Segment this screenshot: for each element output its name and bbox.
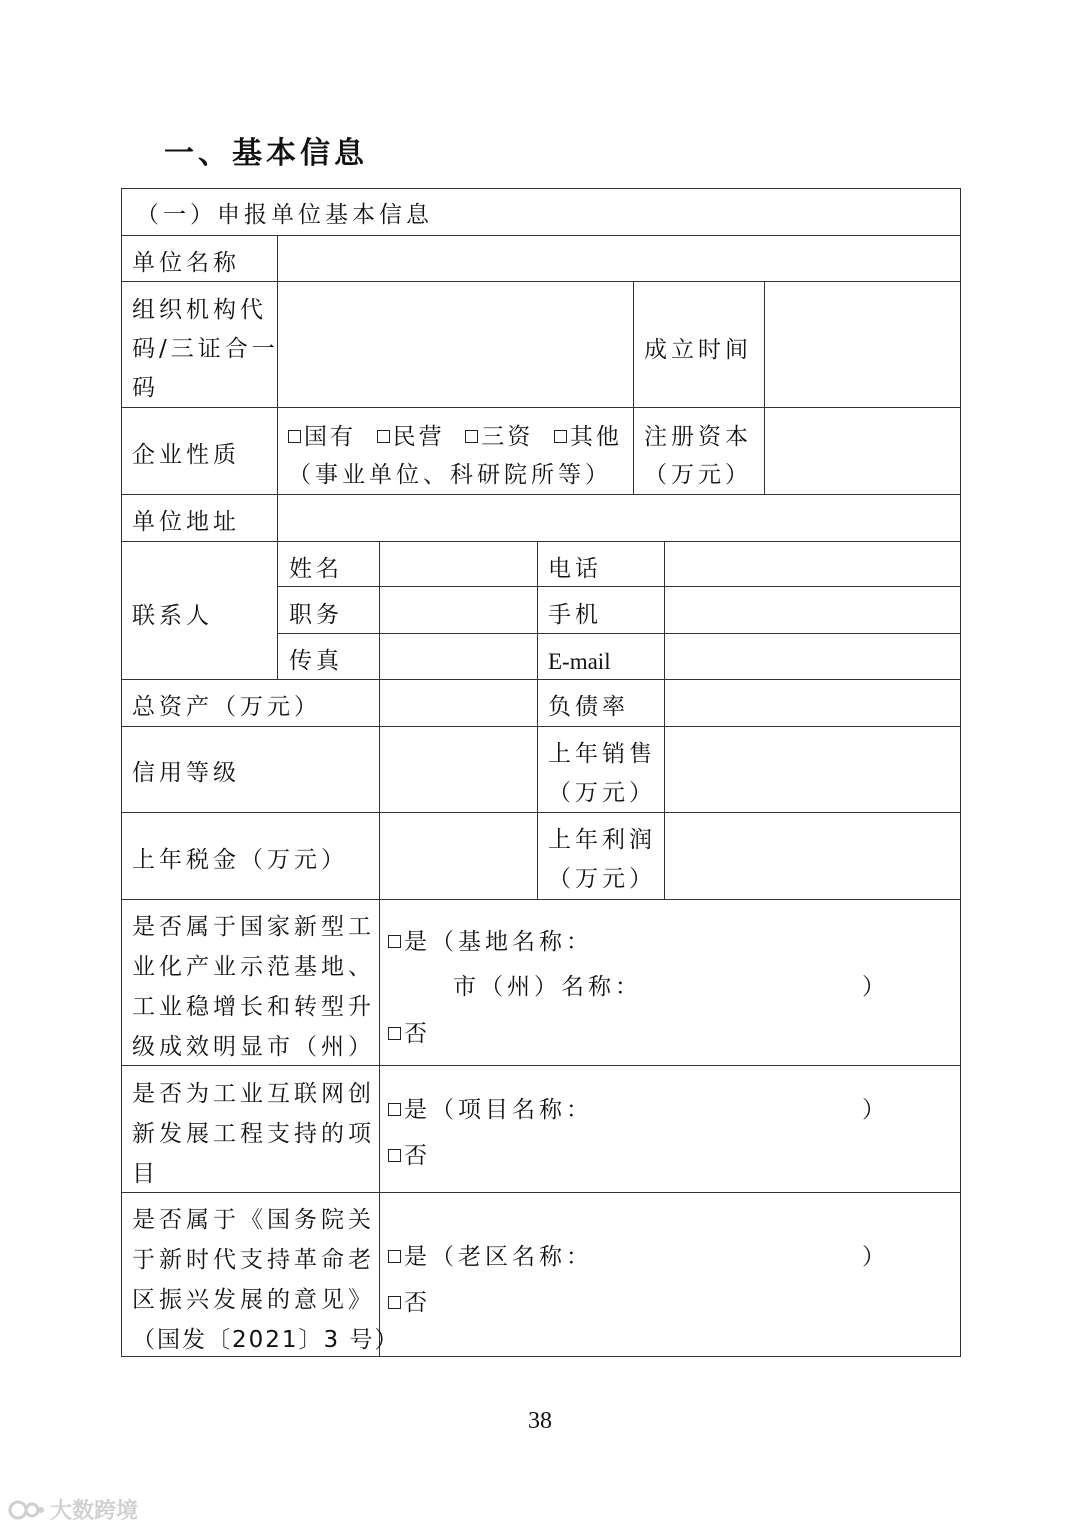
registered-capital-label-2: （万元） (644, 462, 752, 488)
total-assets-label: 总资产（万元） (132, 694, 321, 720)
q1-label-4: 级成效明显市（州） (132, 1034, 375, 1060)
last-year-profit-label-1: 上年利润 (548, 827, 656, 853)
established-label: 成立时间 (644, 337, 752, 363)
col-divider (664, 541, 665, 899)
registered-capital-label-1: 注册资本 (644, 424, 752, 450)
q3-yes-option[interactable]: 是（老区名称： (388, 1237, 593, 1277)
contact-title-label: 职务 (289, 602, 343, 628)
checkbox-icon (388, 1103, 401, 1116)
contact-fax-label: 传真 (289, 648, 343, 674)
checkbox-icon (388, 935, 401, 948)
basic-info-form (121, 188, 961, 1357)
last-year-sales-label-2: （万元） (548, 780, 656, 806)
contact-phone-label: 电话 (548, 556, 602, 582)
checkbox-icon (388, 1250, 401, 1263)
contact-name-label: 姓名 (289, 556, 343, 582)
watermark-text: 大数跨境 (50, 1499, 139, 1524)
credit-rating-label: 信用等级 (132, 760, 240, 786)
q3-label-1: 是否属于《国务院关 (132, 1207, 375, 1233)
debt-ratio-label: 负债率 (548, 694, 629, 720)
contact-label: 联系人 (132, 603, 213, 629)
row-divider (278, 633, 960, 634)
nature-options (288, 417, 622, 457)
row-divider (122, 812, 960, 813)
watermark-logo-icon (8, 1498, 46, 1522)
nature-label: 企业性质 (132, 442, 240, 468)
q1-city-name: 市（州）名称： (453, 974, 642, 1000)
col-divider (379, 541, 380, 1356)
checkbox-private[interactable]: 民营 (377, 424, 445, 450)
checkbox-icon (388, 1149, 401, 1162)
section-title: 一、基本信息 (164, 136, 368, 171)
checkbox-icon (288, 430, 301, 443)
col-divider (277, 235, 278, 679)
q3-close-paren: ） (862, 1244, 889, 1270)
address-label: 单位地址 (132, 509, 240, 535)
q3-label-2: 于新时代支持革命老 (132, 1247, 375, 1273)
col-divider (633, 281, 634, 494)
checkbox-icon (388, 1296, 401, 1309)
row-divider (122, 407, 960, 408)
row-divider (278, 586, 960, 587)
checkbox-state-owned[interactable]: 国有 (288, 424, 356, 450)
unit-name-label: 单位名称 (132, 250, 240, 276)
nature-note: （事业单位、科研院所等） (288, 462, 612, 488)
org-code-label-1: 组织机构代 (132, 297, 267, 323)
q1-close-paren: ） (862, 974, 889, 1000)
q2-label-1: 是否为工业互联网创 (132, 1081, 375, 1107)
row-divider (122, 235, 960, 236)
checkbox-icon (377, 430, 390, 443)
last-year-sales-label-1: 上年销售 (548, 741, 656, 767)
q1-label-3: 工业稳增长和转型升 (132, 994, 375, 1020)
org-code-label-3: 码 (132, 375, 159, 401)
q3-no-option[interactable]: 否 (388, 1283, 431, 1323)
q2-yes-option[interactable]: 是（项目名称： (388, 1090, 593, 1130)
checkbox-icon (554, 430, 567, 443)
q2-no-option[interactable]: 否 (388, 1136, 431, 1176)
last-year-profit-label-2: （万元） (548, 866, 656, 892)
last-year-tax-label: 上年税金（万元） (132, 847, 348, 873)
q2-label-2: 新发展工程支持的项 (132, 1121, 375, 1147)
row-divider (122, 679, 960, 680)
q1-label-2: 业化产业示范基地、 (132, 954, 375, 980)
row-divider (122, 899, 960, 900)
q3-label-3: 区振兴发展的意见》 (132, 1287, 375, 1313)
row-divider (122, 1192, 960, 1193)
col-divider (764, 281, 765, 494)
q1-no-option[interactable]: 否 (388, 1014, 431, 1054)
contact-email-label: E-mail (548, 649, 611, 674)
row-divider (122, 281, 960, 282)
contact-mobile-label: 手机 (548, 602, 602, 628)
watermark (8, 1494, 138, 1525)
q1-yes-option[interactable]: 是（基地名称： (388, 922, 593, 962)
q2-label-3: 目 (132, 1161, 159, 1187)
q1-label-1: 是否属于国家新型工 (132, 914, 375, 940)
row-divider (122, 541, 960, 542)
page-number: 38 (528, 1408, 552, 1434)
form-header: （一）申报单位基本信息 (136, 202, 433, 228)
checkbox-other[interactable]: 其他 (554, 424, 622, 450)
org-code-label-2: 码/三证合一 (132, 336, 279, 362)
col-divider (537, 541, 538, 899)
checkbox-foreign[interactable]: 三资 (465, 424, 533, 450)
q2-close-paren: ） (862, 1097, 889, 1123)
checkbox-icon (465, 430, 478, 443)
q3-label-4: （国发〔2021〕3 号） (132, 1327, 400, 1353)
checkbox-icon (388, 1027, 401, 1040)
